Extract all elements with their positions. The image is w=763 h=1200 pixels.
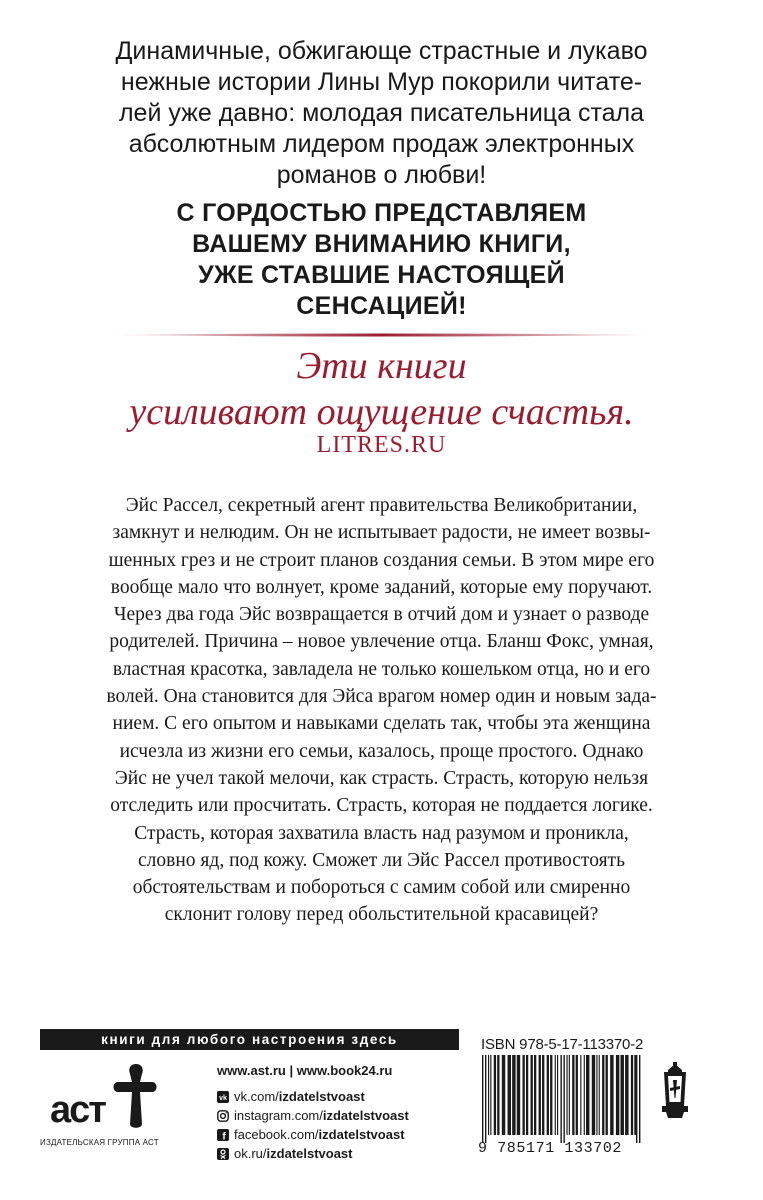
description-line: нием. С его опытом и навыками сделать так, чтобы эта женщина xyxy=(112,713,651,735)
intro-line: романов о любви! xyxy=(276,161,487,189)
barcode-bar xyxy=(534,1055,536,1135)
social-handle: izdatelstvoast xyxy=(266,1146,353,1161)
barcode-bar xyxy=(508,1055,511,1135)
description-line: волей. Она становится для Эйса врагом номер один и новым зада- xyxy=(106,686,657,708)
social-prefix: instagram.com/ xyxy=(234,1108,323,1123)
barcode-bar xyxy=(569,1055,570,1135)
barcode-bar xyxy=(610,1055,613,1135)
barcode-guard-bar xyxy=(563,1055,564,1143)
publisher-name: ИЗДАТЕЛЬСКАЯ ГРУППА АСТ xyxy=(40,1138,159,1147)
barcode-bar xyxy=(576,1055,578,1135)
intro-paragraph xyxy=(40,36,723,191)
barcode-bar xyxy=(523,1055,525,1135)
barcode-guard-bar xyxy=(639,1055,640,1143)
decorative-divider xyxy=(100,333,663,337)
headline-line: ВАШЕМУ ВНИМАНИЮ КНИГИ, xyxy=(192,230,571,258)
barcode-bar xyxy=(596,1055,597,1135)
description-line: Через два года Эйс возвращается в отчий дом и узнает о разводе xyxy=(113,604,650,626)
barcode-bar xyxy=(572,1055,574,1135)
barcode-bar xyxy=(517,1055,520,1135)
barcode-bar xyxy=(494,1055,496,1135)
barcode-bar xyxy=(606,1055,608,1135)
barcode-bar xyxy=(526,1055,528,1135)
isbn-barcode xyxy=(478,1055,643,1143)
barcode-bar xyxy=(621,1055,624,1135)
barcode-bar xyxy=(586,1055,589,1135)
barcode-bar xyxy=(631,1055,633,1135)
vk-icon xyxy=(217,1091,229,1103)
ast-logo xyxy=(48,1060,168,1130)
description-line: Эйс не учел такой мелочи, как страсть. Страсть, которую нельзя xyxy=(114,767,649,789)
headline-line: С ГОРДОСТЬЮ ПРЕДСТАВЛЯЕМ xyxy=(176,199,587,227)
instagram-icon xyxy=(217,1110,229,1122)
social-link-instagram[interactable] xyxy=(217,1106,409,1125)
publisher-websites[interactable]: www.ast.ru | www.book24.ru xyxy=(217,1063,393,1078)
logo-text: аст xyxy=(50,1089,105,1130)
intro-line: абсолютным лидером продаж электронных xyxy=(128,130,635,158)
headline-line: УЖЕ СТАВШИЕ НАСТОЯЩЕЙ xyxy=(198,261,565,289)
barcode-guard-bar xyxy=(560,1055,561,1143)
social-links xyxy=(217,1087,409,1163)
description-line: шенных грез и не строит планов создания семьи. В этом мире его xyxy=(108,549,655,571)
barcode-bar xyxy=(531,1055,533,1135)
social-link-facebook[interactable] xyxy=(217,1125,409,1144)
description-line: родителей. Причина – новое увлечение отца. Бланш Фокс, умная, xyxy=(109,631,654,653)
social-handle: izdatelstvoast xyxy=(278,1089,365,1104)
description-line: Страсть, которая захватила власть над разумом и проникла, xyxy=(134,822,629,844)
description-line: отследить или просчитать. Страсть, которая не поддается логике. xyxy=(110,795,653,817)
barcode-digits: 9 785171 133702 xyxy=(478,1140,623,1157)
barcode-bar xyxy=(602,1055,604,1135)
social-prefix: facebook.com/ xyxy=(234,1127,319,1142)
barcode-bar xyxy=(497,1055,499,1135)
barcode-bar xyxy=(592,1055,595,1135)
description-line: словно яд, под кожу. Сможет ли Эйс Рассел противостоять xyxy=(138,849,625,871)
barcode-bar xyxy=(557,1055,558,1135)
description-line: Эйс Рассел, секретный агент правительства Великобритании, xyxy=(125,495,638,516)
social-link-odnoklassniki[interactable] xyxy=(217,1144,409,1163)
barcode-bar xyxy=(616,1055,619,1135)
lantern-icon xyxy=(658,1062,692,1118)
barcode-guard-bar xyxy=(485,1055,486,1143)
barcode-bar xyxy=(488,1055,489,1135)
barcode-bar xyxy=(566,1055,567,1135)
intro-line: лей уже давно: молодая писательница стала xyxy=(118,99,645,127)
facebook-icon xyxy=(217,1129,229,1141)
odnoklassniki-icon xyxy=(217,1148,229,1160)
isbn-number: ISBN 978-5-17-113370-2 xyxy=(481,1036,644,1053)
barcode-bar xyxy=(490,1055,491,1135)
social-handle: izdatelstvoast xyxy=(322,1108,409,1123)
barcode-guard-bar xyxy=(636,1055,637,1143)
quote-line: усиливают ощущение счастья. xyxy=(129,391,634,433)
description-line: вообще мало что волнует, кроме заданий, которые ему поручают. xyxy=(110,576,653,598)
barcode-bar xyxy=(512,1055,515,1135)
quote xyxy=(40,343,723,435)
headline xyxy=(60,198,703,322)
social-prefix: ok.ru/ xyxy=(234,1146,267,1161)
barcode-bar xyxy=(625,1055,628,1135)
intro-line: нежные истории Лины Мур покорили читате- xyxy=(120,68,643,96)
barcode-bar xyxy=(550,1055,552,1135)
barcode-bar xyxy=(539,1055,541,1135)
social-link-vk[interactable] xyxy=(217,1087,409,1106)
svg-text:f: f xyxy=(222,1131,226,1141)
description-line: обстоятельствам и побороться с самим собой или смиренно xyxy=(132,877,631,899)
social-prefix: vk.com/ xyxy=(234,1089,279,1104)
tagline-banner: книги для любого настроения здесь xyxy=(40,1029,459,1050)
barcode-bar xyxy=(502,1055,505,1135)
svg-text:vk: vk xyxy=(219,1094,227,1102)
quote-line: Эти книги xyxy=(296,345,467,387)
description-line: склонит голову перед обольстительной красавицей? xyxy=(164,904,599,926)
barcode-bar xyxy=(555,1055,556,1135)
barcode-bar xyxy=(542,1055,544,1135)
barcode-guard-bar xyxy=(482,1055,483,1143)
book-description xyxy=(70,492,693,929)
headline-line: СЕНСАЦИЕЙ! xyxy=(296,292,467,320)
barcode-bar xyxy=(599,1055,600,1135)
barcode-bar xyxy=(547,1055,549,1135)
quote-source: LITRES.RU xyxy=(316,432,447,458)
description-line: властная красотка, завладела не только кошельком отца, но и его xyxy=(112,658,651,680)
barcode-bar xyxy=(584,1055,585,1135)
description-line: исчезла из жизни его семьи, казалось, проще простого. Однако xyxy=(119,740,644,762)
description-line: замкнут и нелюдим. Он не испытывает радости, не имеет возвы- xyxy=(112,522,651,544)
barcode-bar xyxy=(580,1055,581,1135)
intro-line: Динамичные, обжигающе страстные и лукаво xyxy=(115,37,648,65)
social-handle: izdatelstvoast xyxy=(318,1127,405,1142)
